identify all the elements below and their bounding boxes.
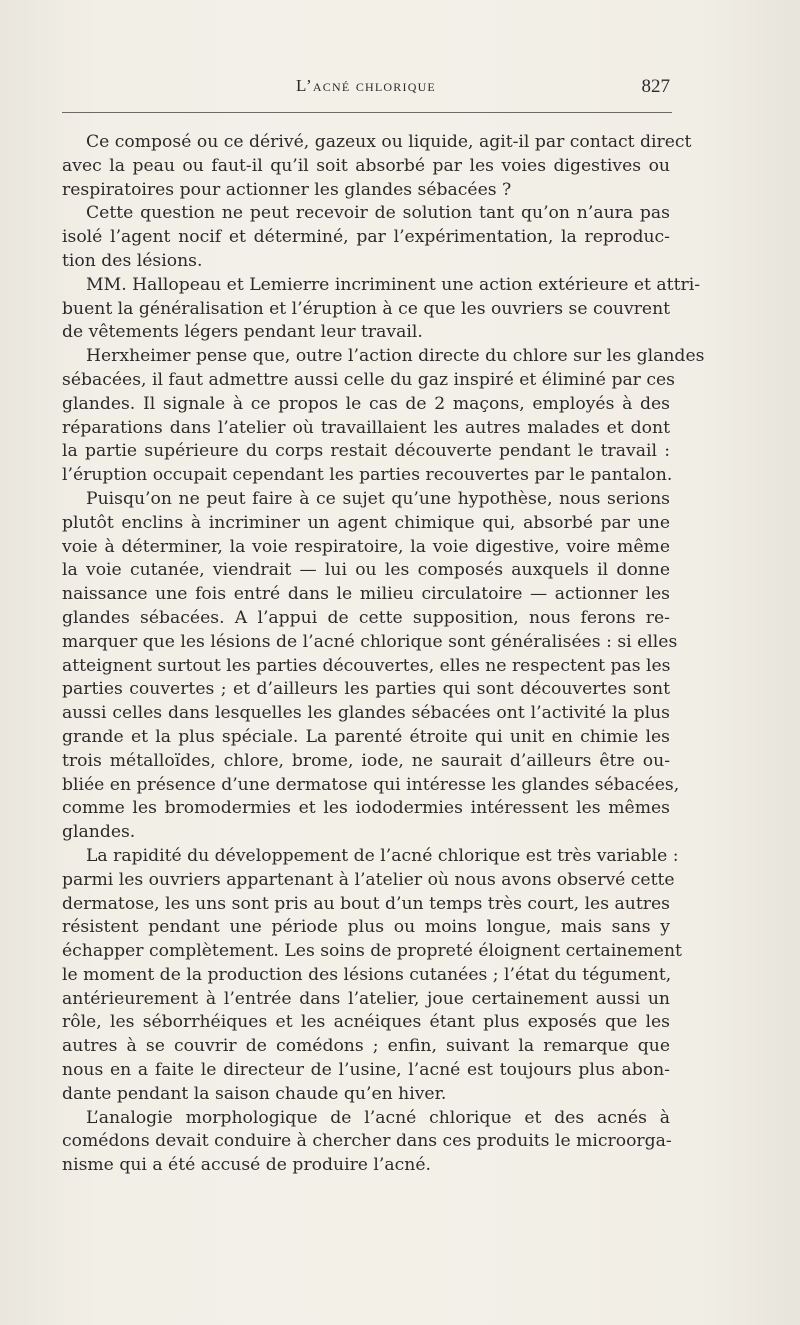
page-number: 827 [641,76,670,97]
text-line: nisme qui a été accusé de produire l’acné. [62,1155,431,1176]
text-line: la voie cutanée, viendrait — lui ou les composés auxquels il donne [62,560,670,581]
text-line: trois métalloïdes, chlore, brome, iode, ne saurait d’ailleurs être ou- [62,750,670,771]
text-line: avec la peau ou faut-il qu’il soit absorbé par les voies digestives ou [62,155,670,176]
text-line: voie à déterminer, la voie respiratoire, la voie digestive, voire même [62,536,670,557]
text-line: buent la généralisation et l’éruption à ce que les ouvriers se couvrent [62,298,671,319]
text-line: marquer que les lésions de l’acné chlorique sont généralisées : si elles [62,631,678,652]
text-line: MM. Hallopeau et Lemierre incriminent une action extérieure et attri- [86,274,700,295]
running-head [62,76,670,102]
text-line: parmi les ouvriers appartenant à l’atelier où nous avons observé cette [62,869,675,890]
text-line: grande et la plus spéciale. La parenté étroite qui unit en chimie les [62,726,670,747]
text-line: plutôt enclins à incriminer un agent chimique qui, absorbé par une [62,512,670,533]
text-line: isolé l’agent nocif et déterminé, par l’expérimentation, la reproduc- [62,227,670,248]
paragraph [62,845,682,1107]
text-line: Herxheimer pense que, outre l’action directe du chlore sur les glandes [86,346,705,367]
text-line: l’éruption occupait cependant les parties recouvertes par le pantalon. [62,465,673,486]
body-text [62,131,705,1178]
paragraph [62,274,700,345]
text-line: naissance une fois entré dans le milieu circulatoire — actionner les [62,584,670,605]
text-line: Ce composé ou ce dérivé, gazeux ou liquide, agit-il par contact direct [86,132,692,152]
text-line: échapper complètement. Les soins de propreté éloignent certainement [62,941,682,962]
text-line: tion des lésions. [62,250,203,271]
text-line: atteignent surtout les parties découvertes, elles ne respectent pas les [62,655,671,676]
text-line: bliée en présence d’une dermatose qui intéresse les glandes sébacées, [62,774,680,795]
paragraph [62,488,680,845]
text-line: respiratoires pour actionner les glandes sébacées ? [62,179,512,200]
text-line: rôle, les séborrhéiques et les acnéiques étant plus exposés que les [62,1012,670,1033]
text-line: autres à se couvrir de comédons ; enfin, suivant la remarque que [62,1036,670,1057]
text-line: résistent pendant une période plus ou moins longue, mais sans y [62,917,670,938]
text-line: La rapidité du développement de l’acné chlorique est très variable : [86,845,679,866]
text-line: nous en a faite le directeur de l’usine, l’acné est toujours plus abon- [62,1060,670,1081]
text-line: réparations dans l’atelier où travaillaient les autres malades et dont [62,417,670,438]
text-line: Puisqu’on ne peut faire à ce sujet qu’une hypothèse, nous serions [86,488,670,509]
text-line: dante pendant la saison chaude qu’en hiver. [62,1083,447,1104]
text-line: la partie supérieure du corps restait découverte pendant le travail : [62,441,670,462]
paragraph [62,131,692,202]
paragraph [62,345,705,488]
running-title: L’acné chlorique [296,76,436,95]
text-line: parties couvertes ; et d’ailleurs les parties qui sont découvertes sont [62,679,670,700]
text-line: sébacées, il faut admettre aussi celle du gaz inspiré et éliminé par ces [62,369,675,390]
text-line: glandes. [62,822,136,843]
text-line: comme les bromodermies et les iododermies intéressent les mêmes [62,798,670,819]
text-line: dermatose, les uns sont pris au bout d’un temps très court, les autres [62,893,670,914]
text-line: le moment de la production des lésions cutanées ; l’état du tégument, [62,964,672,985]
text-line: comédons devait conduire à chercher dans ces produits le microorga- [62,1131,672,1152]
paragraph [62,202,670,273]
text-line: de vêtements légers pendant leur travail. [62,322,423,343]
text-line: aussi celles dans lesquelles les glandes sébacées ont l’activité la plus [62,703,670,724]
paragraph [62,1107,670,1178]
text-line: Cette question ne peut recevoir de solution tant qu’on n’aura pas [86,203,670,224]
header-rule [62,112,672,113]
text-line: antérieurement à l’entrée dans l’atelier, joue certainement aussi un [62,988,670,1009]
text-line: glandes sébacées. A l’appui de cette supposition, nous ferons re- [62,607,670,628]
text-line: glandes. Il signale à ce propos le cas de 2 maçons, employés à des [62,393,670,414]
text-line: L’analogie morphologique de l’acné chlorique et des acnés à [86,1107,670,1128]
